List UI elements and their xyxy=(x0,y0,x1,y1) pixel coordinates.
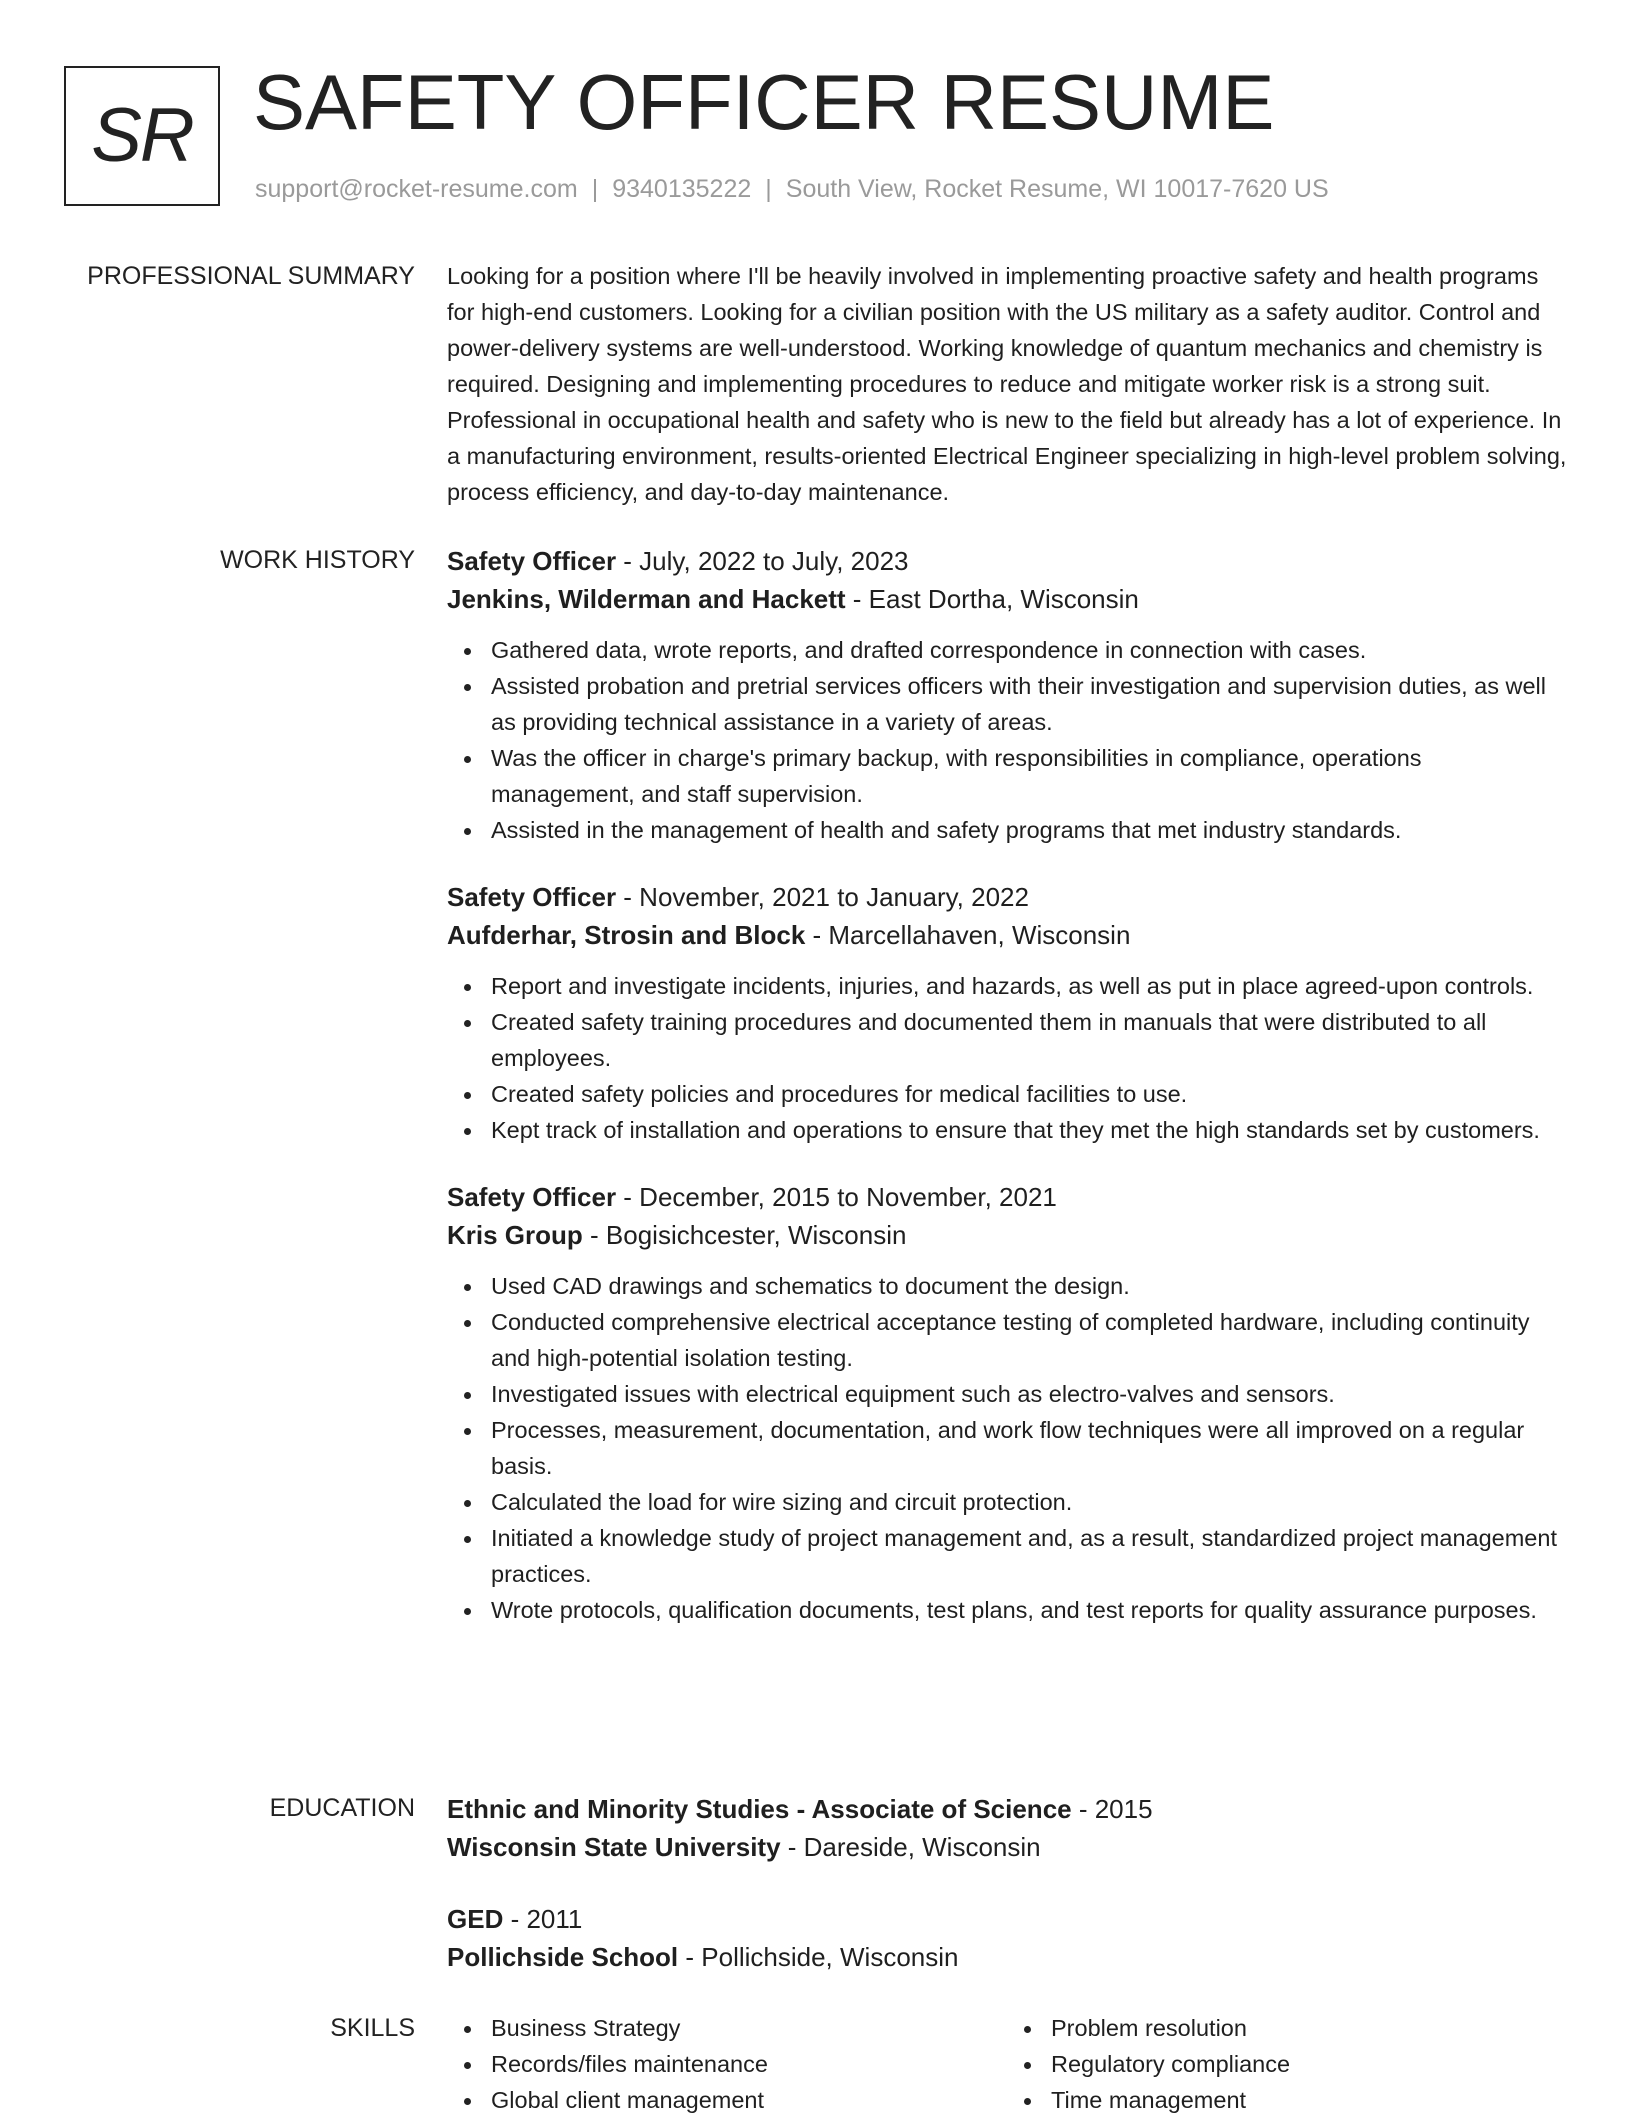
job-company-line xyxy=(447,580,1567,618)
job-entry xyxy=(447,1178,1567,1628)
job-bullet: Used CAD drawings and schematics to document the design. xyxy=(491,1268,1567,1304)
job-title: Safety Officer xyxy=(447,882,617,912)
degree-name: Ethnic and Minority Studies - Associate of Science xyxy=(447,1794,1072,1824)
school-name: Pollichside School xyxy=(447,1942,679,1972)
contact-address: South View, Rocket Resume, WI 10017-7620 US xyxy=(785,175,1329,203)
job-bullet: Conducted comprehensive electrical acceptance testing of completed hardware, including continuity and high-potential isolation testing. xyxy=(491,1304,1567,1376)
job-bullet: Gathered data, wrote reports, and drafted correspondence in connection with cases. xyxy=(491,632,1567,668)
job-bullet: Report and investigate incidents, injuries, and hazards, as well as put in place agreed-upon controls. xyxy=(491,968,1567,1004)
job-bullet: Processes, measurement, documentation, and work flow techniques were all improved on a regular basis. xyxy=(491,1412,1567,1484)
job-bullet: Created safety training procedures and documented them in manuals that were distributed to all employees. xyxy=(491,1004,1567,1076)
skill-item: Business Strategy xyxy=(491,2010,1007,2046)
job-entry xyxy=(447,542,1567,848)
job-entry xyxy=(447,878,1567,1148)
section-label-work-history: WORK HISTORY xyxy=(220,546,415,574)
job-company: Jenkins, Wilderman and Hackett xyxy=(447,584,846,614)
job-bullets xyxy=(447,1268,1567,1628)
job-company: Aufderhar, Strosin and Block xyxy=(447,920,806,950)
job-location: - Bogisichcester, Wisconsin xyxy=(582,1220,907,1250)
school-name: Wisconsin State University xyxy=(447,1832,781,1862)
school-line xyxy=(447,1828,1567,1866)
job-location: - East Dortha, Wisconsin xyxy=(845,584,1139,614)
degree-line xyxy=(447,1900,1567,1938)
job-bullet: Assisted in the management of health and safety programs that met industry standards. xyxy=(491,812,1567,848)
section-label-education: EDUCATION xyxy=(269,1794,415,1822)
degree-year: - 2011 xyxy=(503,1904,583,1934)
school-line xyxy=(447,1938,1567,1976)
job-bullet: Created safety policies and procedures for medical facilities to use. xyxy=(491,1076,1567,1112)
job-bullet: Calculated the load for wire sizing and circuit protection. xyxy=(491,1484,1567,1520)
education-entry xyxy=(447,1790,1567,1866)
section-label-skills: SKILLS xyxy=(330,2014,415,2042)
job-company-line xyxy=(447,916,1567,954)
job-title-line xyxy=(447,878,1567,916)
skills-grid xyxy=(447,2010,1567,2118)
skill-item: Time management xyxy=(1051,2082,1567,2118)
skills-list-right xyxy=(1007,2010,1567,2118)
job-bullets xyxy=(447,632,1567,848)
job-bullet: Assisted probation and pretrial services officers with their investigation and supervision duties, as well as providing technical assistance in a variety of areas. xyxy=(491,668,1567,740)
job-dates: - November, 2021 to January, 2022 xyxy=(616,882,1029,912)
contact-line xyxy=(255,174,1329,204)
contact-separator: | xyxy=(765,175,772,203)
work-history-body xyxy=(447,542,1567,1658)
contact-email[interactable]: support@rocket-resume.com xyxy=(255,175,578,203)
job-bullet: Investigated issues with electrical equipment such as electro-valves and sensors. xyxy=(491,1376,1567,1412)
job-dates: - December, 2015 to November, 2021 xyxy=(616,1182,1057,1212)
job-company: Kris Group xyxy=(447,1220,583,1250)
education-body xyxy=(447,1790,1567,2006)
job-bullet: Was the officer in charge's primary backup, with responsibilities in compliance, operations management, and staff supervision. xyxy=(491,740,1567,812)
school-location: - Pollichside, Wisconsin xyxy=(678,1942,959,1972)
job-title-line xyxy=(447,542,1567,580)
school-location: - Dareside, Wisconsin xyxy=(780,1832,1041,1862)
resume-title: SAFETY OFFICER RESUME xyxy=(253,58,1275,146)
skill-item: Problem resolution xyxy=(1051,2010,1567,2046)
summary-body xyxy=(447,258,1567,510)
job-title: Safety Officer xyxy=(447,1182,617,1212)
skills-body xyxy=(447,2010,1567,2118)
job-bullets xyxy=(447,968,1567,1148)
job-location: - Marcellahaven, Wisconsin xyxy=(805,920,1131,950)
job-company-line xyxy=(447,1216,1567,1254)
skill-item: Regulatory compliance xyxy=(1051,2046,1567,2082)
skill-item: Global client management xyxy=(491,2082,1007,2118)
degree-line xyxy=(447,1790,1567,1828)
degree-year: - 2015 xyxy=(1071,1794,1153,1824)
job-dates: - July, 2022 to July, 2023 xyxy=(616,546,909,576)
monogram-initials: SR xyxy=(91,93,193,178)
degree-name: GED xyxy=(447,1904,504,1934)
job-title-line xyxy=(447,1178,1567,1216)
job-bullet: Kept track of installation and operations to ensure that they met the high standards set by customers. xyxy=(491,1112,1567,1148)
contact-phone[interactable]: 9340135222 xyxy=(612,175,752,203)
summary-text: Looking for a position where I'll be heavily involved in implementing proactive safety and health programs for high-end customers. Looking for a civilian position with the US military as a safety auditor. Control and power-delivery systems are well-understood. Working knowledge of quantum mechanics and chemistry is required. Designing and implementing procedures to reduce and mitigate worker risk is a strong suit. Professional in occupational health and safety who is new to the field but already has a lot of experience. In a manufacturing environment, results-oriented Electrical Engineer specializing in high-level problem solving, process efficiency, and day-to-day maintenance. xyxy=(447,263,1567,505)
job-bullet: Initiated a knowledge study of project management and, as a result, standardized project management practices. xyxy=(491,1520,1567,1592)
skills-list-left xyxy=(447,2010,1007,2118)
skill-item: Records/files maintenance xyxy=(491,2046,1007,2082)
education-entry xyxy=(447,1900,1567,1976)
contact-separator: | xyxy=(591,175,599,203)
job-title: Safety Officer xyxy=(447,546,617,576)
job-bullet: Wrote protocols, qualification documents, test plans, and test reports for quality assurance purposes. xyxy=(491,1592,1567,1628)
section-label-summary: PROFESSIONAL SUMMARY xyxy=(87,262,415,290)
monogram-box xyxy=(64,66,220,206)
